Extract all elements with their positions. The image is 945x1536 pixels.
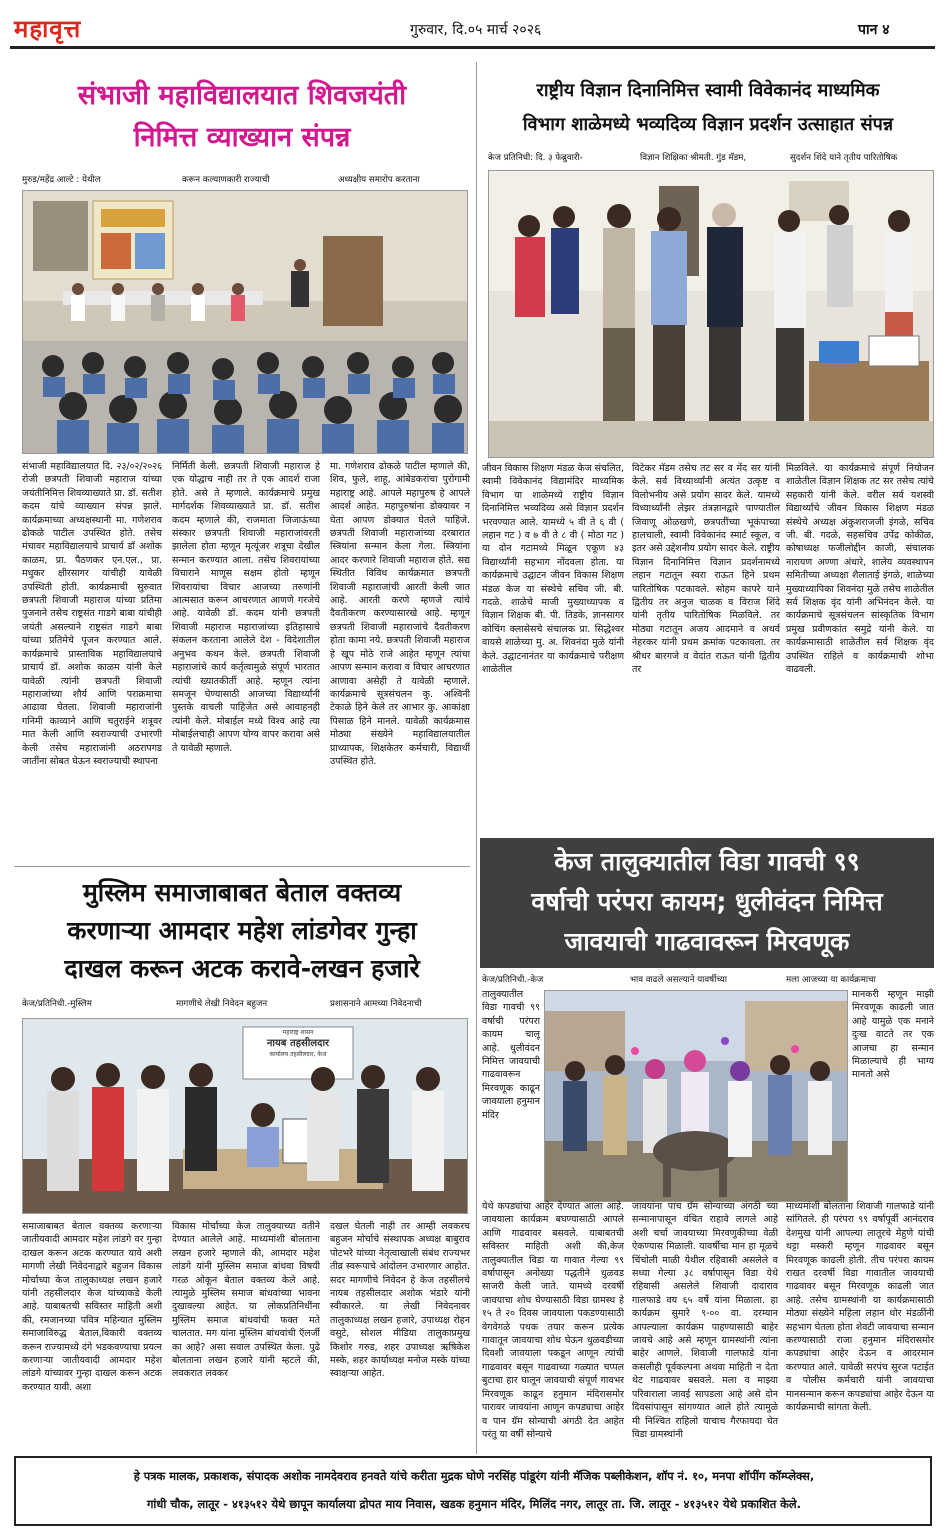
story4-lead-c: प्रशासनाने आमच्या निवेदनाची [330,999,422,1009]
page-number: पान ४ [858,22,890,38]
story4-headline-line1: मुस्लिम समाजाबाबत बेताल वक्तव्य [82,878,402,907]
story1-column-3: मा. गणेशराव ढोकळे पाटील म्हणाले की, शिव, फुले, शाहू, आंबेडकरांचा पुरोगामी महाराष्ट्र आहे. आपले महापुरुष हे आपले आदर्श आहेत. महापुरुषांना डोक्यावर न घेता आपण डोक्यात घेतले पाहिजे. छत्रपती शिवाजी महाराजांच्या दरबारात स्त्रियांना सन्मान केला गेला. स्त्रियांना आदर करणारे शिवाजी महाराज होते. सद्य स्थितीत विविध कार्यक्रमात छत्रपती शिवाजी महाराजांची आरती केली जात आहे. आरती करणे म्हणजे त्यांचे दैवतीकरण करण्यासारखे आहे. म्हणून छत्रपती शिवाजी महाराजांचे दैवतीकरण होता कामा नये. छत्रपती शिवाजी महाराज हे खूप मोठे राजे आहेत म्हणून त्यांचा आपण सन्मान करावा व विचार आचरणात आणावा असेही ते यावेळी म्हणाले. कार्यक्रमाचे सूत्रसंचलन कु. अश्विनी टेकाळे हिने केले तर आभार कु. आकांक्षा पिसाळ हिने मानले. यावेळी कार्यक्रमास मोठ्या संख्येने महाविद्यालयातील प्राध्यापक, शिक्षकेतर कर्मचारी, विद्यार्थी उपस्थित होते. [330,461,470,767]
masthead-logo: महावृत्त [14,14,82,43]
story1-headline-line2: निमित्त व्याख्यान संपन्न [133,122,351,153]
story2-headline-line1: राष्ट्रीय विज्ञान दिनानिमित्त स्वामी विवेकानंद माध्यमिक [536,80,880,101]
story3-column-3: माध्यमांशी बोलताना शिवाजी गालफाडे यांनी सांगितले. ही परंपरा ९९ वर्षापूर्वी आनंदराव देशमुख यांनी आपल्या लातूरचे मेहुणे यांची थट्टा मस्करी म्हणून गाढवावर बसून मिरवणूक काढली होती. तीच परंपरा कायम राखत दरवर्षी विडा गावातील जावयाची गाढवावर बसून मिरवणूक काढली जात आहे. तसेच ग्रामस्थांनी या कार्यक्रमासाठी मोठ्या संख्येने महिला लहान थोर मंडळींनी सहभाग घेतला होता शेवटी जावयाचा सन्मान करण्यासाठी राजा हनुमान मंदिरासमोर कपड्यांचा आहेर देऊन व आदरमान करण्यात आले. यावेळी सरपंच सुरज पटाईत व पोलीस कर्मचारी यांनी जावयाचा मानसन्मान करून कपड्यांचा आहेर देऊन या कार्यक्रमाची सांगता केली. [786,1201,934,1414]
story3-photo [544,990,848,1202]
office-sign [245,1029,351,1059]
story1-photo [22,190,468,454]
story2-column-3: मिळविले. या कार्यक्रमाचे संपूर्ण नियोजन शाळेतील विज्ञान शिक्षक तट सर तसेच त्यांचे सहकारी यांनी केले. वरील सर्व यशस्वी विद्यार्थ्यांचे जीवन विकास शिक्षण मंडळ संस्थेचे अध्यक्ष अंकुशराजजी इंगळे, सचिव जी. बी. गदळे, सहसचिव उपेंद्र कोकीळ, कोषाध्यक्ष फजीलोद्दीन काजी, संचालक नारायण अण्णा अंधारे, शालेय व्यवस्थापन समितीच्या अध्यक्षा शैलाताई इंगळे, शाळेच्या मुख्याध्यापिका शिवनंदा मुळे तसेच शाळेतील सर्व शिक्षक वृंद यांनी अभिनंदन केले. या कार्यक्रमाचे सूत्रसंचलन सांस्कृतिक विभाग प्रमुख प्रवीणकांत समुद्रे यांनी केले. या कार्यक्रमासाठी शाळेतील सर्व शिक्षक वृंद उपस्थित राहिले व कार्यक्रमाची शोभा वाढवली. [786,463,934,676]
story3-lead-c: मला आजच्या या कार्यक्रमाचा [786,975,876,985]
classroom-photo-illustration [23,191,468,454]
story3-headline-band [480,838,934,968]
imprint-line1: हे पत्रक मालक, प्रकाशक, संपादक अशोक नामदेवराव हनवते यांचे करीता मुद्रक घोणे नरसिंह पांडूरंग यांनी मॅजिक पब्लीकेशन, शॉप नं. १०, मनपा शॉपींग कॉम्प्लेक्स, [133,1469,815,1483]
story2-column-2: विटेकर मॅडम तसेच तट सर व मेंद सर यांनी केले. सर्व विध्यार्थ्यांनी अत्यंत उत्कृष्ट व विलोभनीय असे प्रयोग सादर केले. यामध्ये विध्यार्थ्यांनी लेझर तंत्रज्ञानद्वारे पाण्यातील जिवाणू ओळखणे, छत्रपतींच्या भूकंपाच्या हालचाली, स्वामी विवेकानंद स्मार्ट स्कूल, व इतर असे उद्देशनीय प्रयोग सादर केले. राष्ट्रीय विज्ञान दिनानिमित्त विज्ञान प्रदर्शनामध्ये लहान गटातून स्वरा राऊत हिने प्रथम पारितोषिक पटकावले. सोहम कापरे याने द्वितीय तर अनुज चाळक व विराज शिंदे यांनी तृतीय पारितोषिक मिळविले. तर मोठ्या गटातून अजय आदमाने व अथर्व नेहरकर यांनी प्रथम क्रमांक पटकावला. तर श्रीधर बारगजे व वेदांत राऊत यांनी द्वितीय तर [632,463,780,676]
office-sign-line2: नायब तहसीलदार [266,1038,330,1049]
issue-date: गुरुवार, दि.०५ मार्च २०२६ [410,22,542,38]
story4-photo [22,1018,468,1214]
story2-lead-b: विज्ञान शिक्षिका श्रीमती. गुंड मॅडम, [640,153,747,163]
story4-column-2: विकास मोर्चाच्या केज तालुक्याच्या वतीने देण्यात आलेले आहे. माध्यमांशी बोलताना लखन हजारे म्हणाले की, आमदार महेश लांडगे यांनी मुस्लिम समाज बांधवा विषयी गरळ ओकून बेताल वक्तव्य केले आहे. त्यामुळे मुस्लिम समाज बांधवांच्या भावना दुखावल्या आहेत. या लोकप्रतिनिधींना मुस्लिम समाज बांधवांची फक्त मते चालतात. मग यांना मुस्लिम बांधवांची ऍलर्जी का आहे? असा सवाल उपस्थित केला. पुढे बोलताना लखन हजारे यांनी म्हटले की, लवकरात लवकर [172,1221,320,1380]
village-procession-photo-illustration [545,991,848,1202]
story2-photo [488,170,934,458]
story1-column-2: निर्मिती केली. छत्रपती शिवाजी महाराज हे एक योद्धाच नाही तर ते एक आदर्श राजा होते. असे ते म्हणाले. कार्यक्रमाचे प्रमुख मार्गदर्शक शिवव्याख्याते प्रा. डॉ. सतीश कदम म्हणाले की, राजमाता जिजाऊंच्या संस्कार छत्रपती शिवाजी महाराजांवरती झालेला होता म्हणून मृत्यूंजर शत्रूचा देखील सन्मान करण्यात आला. तसेच शिवरायांच्या विचाराने माणूस सक्षम होतो म्हणून शिवरायांचा विचार आजच्या तरुणांनी आत्मसात करून आचरणात आणणे गरजेचे आहे. यावेळी डॉ. कदम यांनी छत्रपती शिवाजी महाराज महाराजांच्या इतिहासाचे संकलन करताना आलेले देश - विदेशातील अनुभव कथन केले. छत्रपती शिवाजी महाराजांचे कार्य कर्तृत्वामुळे संपूर्ण भारतात त्यांची ख्यातकीर्ती आहे. म्हणून त्यांना समजून घेण्यासाठी आजच्या विद्यार्थ्यांनी पुस्तके वाचली पाहिजेत असे आवाहनही त्यांनी केले. मोबाईल मध्ये विश्व आहे त्या मोबाईलचाही आपण योग्य वापर करावा असे ते यावेळी म्हणाले. [172,461,320,754]
office-sign-line3: कार्यालय तहसीलदार, केज [269,1051,327,1058]
story3-column-2: जावयांना पाच ग्रॅम सोन्याच्या अंगठी च्या सन्मानापासून वंचित राहावे लागले आहे अशी चर्चा जावयाच्या मिरवणुकीच्या वेळी ऐकण्यास मिळाली. यावर्षीचा मान हा मूळचे चिंचोली माळी येथील रहिवासी असलेले व सध्या गेल्या ३८ वर्षापासून विडा येथे रहिवासी असलेले शिवाजी दादाराव गालफाडे वय ६५ वर्षे यांना मिळाला. हा कार्यक्रम सुमारे ९-०० वा. दरम्यान आपल्याला कार्यक्रम पाहण्यासाठी बाहेर जायचे आहे असे म्हणून ग्रामस्थांनी त्यांना बाहेर आणले. शिवाजी गालफाडे यांना कसलीही पूर्वकल्पना अथवा माहिती न देता थेट गाढवावर बसवले. मला व माझ्या परिवाराला जावई सापडला आहे असे दोन दिवसांपासून सांगण्यात आले होते त्यामुळे मी निश्चित राहिलो याचाच गैरफायदा घेत विडा ग्रामस्थांनी [632,1201,778,1440]
story1-byline: मुरुड/महेंद्र आल्टे : येथील [22,175,101,185]
story1-column-1: संभाजी महाविद्यालयात दि. २३/०२/२०२६ रोजी छत्रपती शिवाजी महाराज यांच्या जयंतीनिमित्त शिवव्याख्याते प्रा. डॉ. सतीश कदम यांचे व्याख्यान संपन्न झाले. कार्यक्रमाच्या अध्यक्षस्थानी मा. गणेशराव ढोकळे पाटील उपस्थित होते. तसेच मंचावर महाविद्यालयाचे प्राचार्य डॉ अशोक काळम, प्रा. पैठणकर एन.एल., प्रा. मधुकर क्षीरसागर यांचीही यावेळी उपस्थिती होती. कार्यक्रमाची सुरुवात छत्रपती शिवाजी महाराज यांच्या प्रतिमा पुजनाने तसेच राष्ट्रसंत गाडगे बाबा यांचीही जयंती असल्याने राष्ट्रसंत गाडगे बाबा यांच्या प्रतिमेचे पूजन करण्यात आले. कार्यक्रमाचे प्रास्ताविक महाविद्यालयाचे प्राचार्य डॉ. अशोक काळम यांनी केले यावेळी त्यांनी छत्रपती शिवाजी महाराजांच्या शौर्य आणि पराक्रमाचा आढावा घेतला. शिवाजी महाराजांनी गनिमी काव्याने आणि चतुराईने शत्रूवर मात केली आणि स्वराज्याची उभारणी केली तसेच महाराजांनी अठरापगड जातींना सोबत घेऊन स्वराज्याची स्थापना [22,461,162,767]
story3-column-1-narrow: तालुक्यातील विडा गावची ९९ वर्षाची परंपरा कायम चालू आहे. धुलीवंदन निमित्त जावयाची गाढवावरून मिरवणूक काढून जावयाला हनुमान मंदिर [482,989,540,1121]
story3-headline-line3: जावयाची गाढवावरून मिरवणूक [564,927,850,956]
story1-lead-b: करून कल्याणकारी राज्याची [182,175,270,185]
story2-column-1: जीवन विकास शिक्षण मंडळ केज संचलित, स्वामी विवेकानंद विद्यामंदिर माध्यमिक विभाग या शाळेमध्ये राष्ट्रीय विज्ञान दिनानिमित्त भव्यदिव्य असे विज्ञान प्रदर्शन भरवण्यात आले. यामध्ये ५ वी ते ६ वी ( लहान गट ) व ७ वी ते ८ वी ( मोठा गट ) या दोन गटामध्ये मिळून एकूण ४३ विद्यार्थ्यांनी सहभाग नोंदवला होता. या कार्यक्रमाचे उद्घाटन जीवन विकास शिक्षण मंडळ केज या संस्थेचे सचिव जी. बी. गदळे. शाळेचे माजी मुख्याध्यापक व विज्ञान शिक्षक बी. पी. तिडके, ज्ञानसागर कोचिंग क्लासेसचे संचालक प्रा. सिद्धेश्वर वायसे शाळेच्या मु. अ. शिवनंदा मुळे यांनी केले. उद्घाटनानंतर या कार्यक्रमाचे परीक्षण शाळेतील [482,463,624,676]
story3-byline-visible: केज/प्रतिनिधी.-केज [482,975,544,985]
story4-column-3: दखल घेतली नाही तर आम्ही लवकरच बहुजन मोर्चाचे संस्थापक अध्यक्ष बाबुराव पोटभरे यांच्या नेतृत्वाखाली संबंध राज्यभर तीव्र स्वरूपाचे आंदोलन उभारणार आहोत. सदर मागणीचे निवेदन हे केज तहसीलचे नायब तहसीलदार अशोक भंडारे यांनी स्वीकारले. या लेखी निवेदनावर तालुकाध्यक्ष लखन हजारे, उपाध्यक्ष रोहन वसुटे, सोशल मीडिया तालुकाप्रमुख किशोर गरुड, शहर उपाध्यक्ष ऋषिकेश मस्के, शहर कार्याध्यक्ष मनोज मस्के यांच्या स्वाक्षऱ्या आहेत. [330,1221,470,1380]
story3-column-4-narrow: मानकरी म्हणून माझी मिरवणूक काढली जात आहे यामुळे एक मनाने दुःख वाटते तर एक आजचा हा सन्मान मिळाल्याचे ही भाग्य मानतो असे [852,989,934,1081]
science-exhibition-photo-illustration [489,171,934,458]
story4-top-rule [14,866,470,867]
story4-lead-b: मागणीचे लेखी निवेदन बहुजन [176,999,268,1009]
vertical-divider [476,62,477,1454]
story4-column-1: समाजाबाबत बेताल वक्तव्य करणाऱ्या जातीयवादी आमदार महेश लांडगे वर गुन्हा दाखल करून अटक करण्यात यावे अशी मागणी लेखी निवेदनाद्वारे बहुजन विकास मोर्चाच्या केज तालुकाध्यक्ष लखन हजारे यांनी तहसीलदार केज यांच्याकडे केली आहे. याबाबतची सविस्तर माहिती अशी की, रमजानच्या पवित्र महिन्यात मुस्लिम समाजाविरुद्ध बेताल,विकारी वक्तव्य करून राज्यामध्ये दंगे भडकवण्याचा प्रयत्न करणाऱ्या जातीयवादी आमदार महेश लांडगे यांच्यावर गुन्हा दाखल करून अटक करण्यात यावी. अशा [22,1221,162,1393]
imprint-footer [14,1456,932,1526]
imprint-line2: गांधी चौक, लातूर - ४१३५१२ येथे छापून कार्यालया द्रोपत माय निवास, खडक हनुमान मंदिर, मिलिंद नगर, लातूर ता. जि. लातूर - ४१३५१२ येथे प्रकाशित केले. [147,1497,801,1511]
office-sign-line1: महाराष्ट्र शासन [282,1029,314,1036]
story2-byline: केज प्रतिनिधी: दि. ३ फेब्रुवारी- [488,153,583,163]
story3-lead-b: भाव वाढले असल्याने यावर्षीच्या [630,975,727,985]
masthead [0,0,945,48]
story1-headline-line1: संभाजी महाविद्यालयात शिवजयंती [77,80,407,111]
story3-headline-line2: वर्षाची परंपरा कायम; धुलीवंदन निमित्त [531,887,883,916]
story1-lead-c: अध्यक्षीय समारोप करताना [338,175,420,185]
story2-headline-line2: विभाग शाळेमध्ये भव्यदिव्य विज्ञान प्रदर्शन उत्साहात संपन्न [522,114,894,135]
story3-headline-line1: केज तालुक्यातील विडा गावची ९९ [554,847,860,876]
story2-lead-c: सुदर्शन शिंदे याने तृतीय पारितोषिक [790,153,898,163]
masthead-rule [10,46,935,49]
story4-byline: केज/प्रतिनिधी.-मुस्लिम [22,999,92,1009]
story3-column-1: येथे कपड्यांचा आहेर देण्यात आला आहे. जावयाला कार्यक्रम बघण्यासाठी आपले आणि गाढवावर बसवले. याबाबतची सविस्तर माहिती अशी की,केज तालुक्यातील विडा या गावात गेल्या ९९ वर्षापासून अनोख्या पद्धतीने धुळवड साजरी केली जाते. यामध्ये दरवर्षी जावयाचा शोध घेण्यासाठी विडा ग्रामस्थ हे १५ ते २० दिवस जावयाला पकडण्यासाठी वेगवेगळे पथक तयार करून प्रत्येक गावातून जावयाचा शोध घेऊन धुळवडीच्या दिवशी जावयाला पकडून आणून त्यांची गाढवावर बसून गाढवाच्या गळ्यात चप्पल बुटाचा हार घालून जावयाची संपूर्ण गावभर मिरवणूक काढून हनुमान मंदिरासमोर पारावर जावयांना आणून कपड्याचा आहेर व पान ग्रॅम सोन्याची अंगठी देत आहेत परंतु या वर्षी सोन्याचे [482,1201,624,1440]
story4-headline-line2: करणाऱ्या आमदार महेश लांडगेवर गुन्हा [67,916,417,945]
story4-headline-line3: दाखल करून अटक करावे-लखन हजारे [64,954,420,983]
